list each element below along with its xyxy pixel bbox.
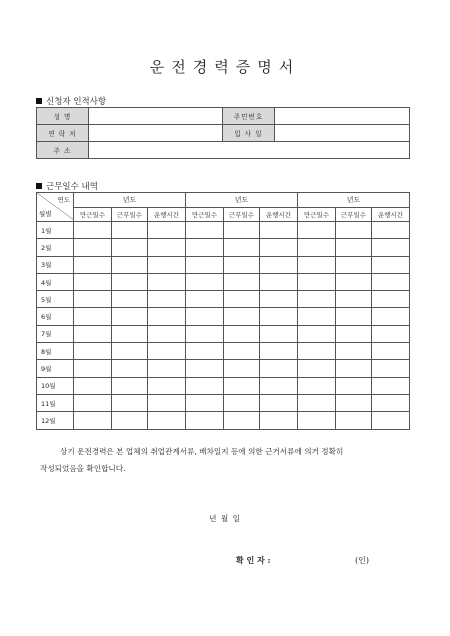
work-input-cell[interactable] — [224, 256, 260, 273]
work-input-cell[interactable] — [148, 360, 186, 377]
work-input-cell[interactable] — [186, 360, 224, 377]
work-input-cell[interactable] — [112, 394, 148, 411]
work-input-cell[interactable] — [336, 256, 372, 273]
month-label: 7월 — [37, 325, 74, 342]
work-input-cell[interactable] — [372, 360, 410, 377]
work-input-cell[interactable] — [224, 412, 260, 429]
rrn-label: 주민번호 — [223, 108, 275, 125]
month-label: 11월 — [37, 394, 74, 411]
work-input-cell[interactable] — [298, 222, 336, 239]
date-line: 년 월 일 — [209, 514, 241, 523]
work-input-cell[interactable] — [260, 308, 298, 325]
work-input-cell[interactable] — [148, 256, 186, 273]
work-input-cell[interactable] — [372, 256, 410, 273]
work-input-cell[interactable] — [148, 308, 186, 325]
section-applicant-label: 신청자 인적사항 — [46, 97, 107, 107]
work-input-cell[interactable] — [112, 239, 148, 256]
work-input-cell[interactable] — [260, 291, 298, 308]
work-input-cell[interactable] — [260, 343, 298, 360]
year-header-1: 년도 — [74, 193, 186, 208]
table-row — [37, 377, 410, 394]
month-label: 2월 — [37, 239, 74, 256]
sub-header-row — [37, 208, 410, 222]
work-input-cell[interactable] — [148, 412, 186, 429]
work-input-cell[interactable] — [336, 377, 372, 394]
work-input-cell[interactable] — [112, 291, 148, 308]
month-label: 1월 — [37, 222, 74, 239]
table-row — [37, 256, 410, 273]
work-input-cell[interactable] — [148, 273, 186, 290]
work-input-cell[interactable] — [336, 394, 372, 411]
work-input-cell[interactable] — [74, 325, 112, 342]
work-input-cell[interactable] — [298, 394, 336, 411]
work-input-cell[interactable] — [186, 291, 224, 308]
work-input-cell[interactable] — [148, 377, 186, 394]
work-input-cell[interactable] — [260, 222, 298, 239]
work-input-cell[interactable] — [112, 377, 148, 394]
hire-date-label: 입 사 일 — [223, 125, 275, 142]
work-input-cell[interactable] — [260, 377, 298, 394]
table-row — [37, 394, 410, 411]
table-row — [37, 360, 410, 377]
section-work-label: 근무일수 내역 — [46, 182, 98, 192]
work-input-cell[interactable] — [372, 394, 410, 411]
work-input-cell[interactable] — [74, 343, 112, 360]
table-row — [37, 343, 410, 360]
table-row — [37, 412, 410, 429]
year-header-3: 년도 — [298, 193, 410, 208]
sub-header-cell: 만근일수 — [298, 208, 336, 222]
work-input-cell[interactable] — [372, 343, 410, 360]
work-input-cell[interactable] — [186, 308, 224, 325]
table-row — [37, 239, 410, 256]
sub-header-cell: 만근일수 — [186, 208, 224, 222]
work-input-cell[interactable] — [148, 239, 186, 256]
work-input-cell[interactable] — [336, 412, 372, 429]
work-input-cell[interactable] — [112, 360, 148, 377]
work-input-cell[interactable] — [224, 360, 260, 377]
work-input-cell[interactable] — [186, 394, 224, 411]
work-input-cell[interactable] — [298, 343, 336, 360]
phone-label: 연 락 처 — [37, 125, 89, 142]
work-input-cell[interactable] — [336, 222, 372, 239]
statement-text — [40, 443, 421, 477]
work-input-cell[interactable] — [112, 343, 148, 360]
work-input-cell[interactable] — [186, 377, 224, 394]
work-input-cell[interactable] — [74, 291, 112, 308]
work-input-cell[interactable] — [298, 256, 336, 273]
month-label: 12월 — [37, 412, 74, 429]
work-input-cell[interactable] — [186, 239, 224, 256]
work-input-cell[interactable] — [74, 239, 112, 256]
work-input-cell[interactable] — [372, 308, 410, 325]
sub-header-cell: 운행시간 — [148, 208, 186, 222]
month-label: 10월 — [37, 377, 74, 394]
corner-month-label: 월별 — [39, 210, 52, 218]
work-input-cell[interactable] — [298, 291, 336, 308]
work-input-cell[interactable] — [260, 412, 298, 429]
work-input-cell[interactable] — [372, 412, 410, 429]
work-input-cell[interactable] — [336, 273, 372, 290]
work-input-cell[interactable] — [148, 394, 186, 411]
work-input-cell[interactable] — [260, 360, 298, 377]
work-input-cell[interactable] — [260, 325, 298, 342]
work-input-cell[interactable] — [260, 394, 298, 411]
year-header-2: 년도 — [186, 193, 298, 208]
address-field[interactable] — [89, 142, 410, 159]
work-input-cell[interactable] — [336, 360, 372, 377]
work-input-cell[interactable] — [186, 325, 224, 342]
work-input-cell[interactable] — [224, 291, 260, 308]
work-input-cell[interactable] — [336, 325, 372, 342]
work-input-cell[interactable] — [186, 273, 224, 290]
confirmer-label: 확 인 자 : — [236, 555, 271, 565]
table-row — [37, 291, 410, 308]
seal-mark: (인) — [355, 556, 369, 565]
month-label: 6월 — [37, 308, 74, 325]
work-input-cell[interactable] — [186, 222, 224, 239]
sub-header-cell: 운행시간 — [260, 208, 298, 222]
work-input-cell[interactable] — [148, 222, 186, 239]
work-input-cell[interactable] — [298, 360, 336, 377]
month-label: 3월 — [37, 256, 74, 273]
sub-header-cell: 근무일수 — [224, 208, 260, 222]
work-input-cell[interactable] — [298, 273, 336, 290]
work-input-cell[interactable] — [74, 256, 112, 273]
month-label: 8월 — [37, 343, 74, 360]
work-input-cell[interactable] — [298, 308, 336, 325]
work-input-cell[interactable] — [112, 222, 148, 239]
sub-header-cell: 근무일수 — [112, 208, 148, 222]
month-rows — [37, 222, 410, 430]
statement-line-2: 작성되었음을 확인합니다. — [40, 464, 126, 473]
work-input-cell[interactable] — [112, 256, 148, 273]
section-applicant-heading — [36, 95, 106, 107]
corner-year-label: 연도 — [57, 196, 70, 204]
work-input-cell[interactable] — [372, 222, 410, 239]
work-input-cell[interactable] — [224, 308, 260, 325]
work-input-cell[interactable] — [74, 308, 112, 325]
work-input-cell[interactable] — [74, 377, 112, 394]
work-input-cell[interactable] — [372, 325, 410, 342]
work-input-cell[interactable] — [260, 273, 298, 290]
sub-header-cell: 운행시간 — [372, 208, 410, 222]
square-bullet-icon — [36, 183, 42, 189]
work-input-cell[interactable] — [372, 239, 410, 256]
name-field[interactable] — [89, 108, 223, 125]
square-bullet-icon — [36, 98, 42, 104]
work-input-cell[interactable] — [336, 343, 372, 360]
work-input-cell[interactable] — [372, 273, 410, 290]
work-input-cell[interactable] — [112, 273, 148, 290]
table-row — [37, 325, 410, 342]
work-input-cell[interactable] — [186, 412, 224, 429]
month-label: 4월 — [37, 273, 74, 290]
name-label: 성 명 — [37, 108, 89, 125]
work-input-cell[interactable] — [372, 291, 410, 308]
address-label: 주 소 — [37, 142, 89, 159]
work-input-cell[interactable] — [112, 412, 148, 429]
work-input-cell[interactable] — [260, 256, 298, 273]
work-input-cell[interactable] — [186, 256, 224, 273]
work-input-cell[interactable] — [224, 377, 260, 394]
phone-field[interactable] — [89, 125, 223, 142]
sub-header-cell: 만근일수 — [74, 208, 112, 222]
table-row — [37, 308, 410, 325]
section-work-heading — [36, 180, 98, 192]
work-input-cell[interactable] — [148, 291, 186, 308]
rrn-field[interactable] — [275, 108, 410, 125]
work-input-cell[interactable] — [298, 412, 336, 429]
work-input-cell[interactable] — [298, 377, 336, 394]
work-input-cell[interactable] — [74, 412, 112, 429]
work-input-cell[interactable] — [224, 222, 260, 239]
work-input-cell[interactable] — [74, 222, 112, 239]
month-label: 5월 — [37, 291, 74, 308]
document-title: 운전경력증명서 — [149, 58, 301, 76]
month-label: 9월 — [37, 360, 74, 377]
work-input-cell[interactable] — [224, 325, 260, 342]
work-input-cell[interactable] — [148, 325, 186, 342]
work-input-cell[interactable] — [224, 343, 260, 360]
work-input-cell[interactable] — [112, 325, 148, 342]
work-input-cell[interactable] — [260, 239, 298, 256]
work-input-cell[interactable] — [224, 239, 260, 256]
work-input-cell[interactable] — [74, 394, 112, 411]
work-input-cell[interactable] — [224, 273, 260, 290]
work-input-cell[interactable] — [298, 325, 336, 342]
sub-header-cell: 근무일수 — [336, 208, 372, 222]
work-input-cell[interactable] — [336, 308, 372, 325]
work-input-cell[interactable] — [148, 343, 186, 360]
work-input-cell[interactable] — [336, 291, 372, 308]
work-input-cell[interactable] — [74, 360, 112, 377]
statement-line-1: 상기 운전경력은 본 업체의 취업관계서류, 배차일지 등에 의한 근거서류에 의거 정확히 — [60, 447, 344, 456]
work-input-cell[interactable] — [224, 394, 260, 411]
year-month-corner-cell — [37, 193, 74, 222]
applicant-info-table — [36, 107, 410, 159]
work-input-cell[interactable] — [372, 377, 410, 394]
work-days-table — [36, 192, 410, 430]
hire-date-field[interactable] — [275, 125, 410, 142]
table-row — [37, 273, 410, 290]
work-input-cell[interactable] — [112, 308, 148, 325]
work-input-cell[interactable] — [186, 343, 224, 360]
work-input-cell[interactable] — [298, 239, 336, 256]
table-row — [37, 222, 410, 239]
work-input-cell[interactable] — [74, 273, 112, 290]
work-input-cell[interactable] — [336, 239, 372, 256]
